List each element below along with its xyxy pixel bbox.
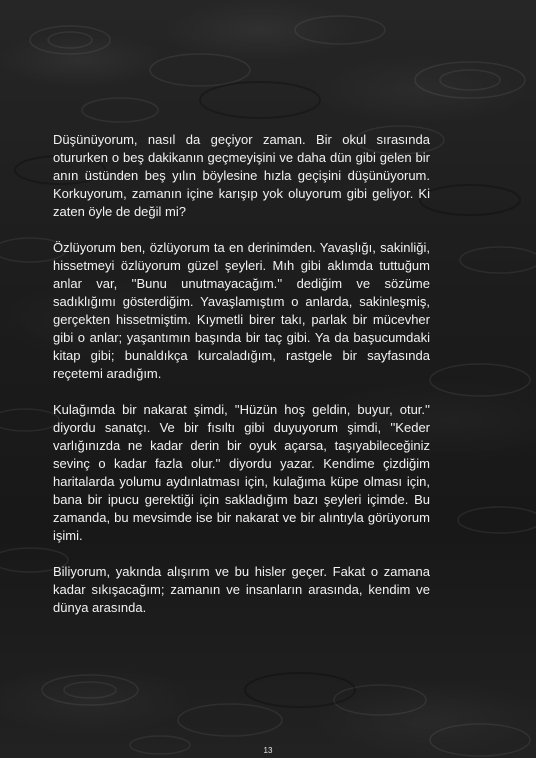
paragraph-1: Düşünüyorum, nasıl da geçiyor zaman. Bir okul sırasında otururken o beş dakikanın geçmeyişini ve daha dün gibi gelen bir anın üstünden beş yılın böylesine hızla geçişini düşünüyorum. Korkuyorum, zamanın içine karışıp yok oluyorum gibi geliyor. Ki zaten öyle de değil mi? <box>53 132 430 219</box>
page-number: 13 <box>263 746 273 755</box>
paragraph-3: Kulağımda bir nakarat şimdi, ''Hüzün hoş geldin, buyur, otur.'' diyordu sanatçı. Ve bir fısıltı gibi duyuyorum şimdi, ''Keder varlığınızda ne kadar derin bir oyuk açarsa, taşıyabileceğiniz sevinç o kadar fazla olur.'' diyordu yazar. Kendime çizdiğim haritalarda yolumu aydınlatması için, kulağıma küpe olması için, bana bir ipucu gerektiği için sakladığım bazı şeyleri içimde. Bu zamanda, bu mevsimde ise bir nakarat ve bir alıntıyla görüyorum işimi. <box>53 402 430 543</box>
paragraph-2: Özlüyorum ben, özlüyorum ta en derinimden. Yavaşlığı, sakinliği, hissetmeyi özlüyorum güzel şeyleri. Mıh gibi aklımda tuttuğum anlar var, ''Bunu unutmayacağım.'' dediğim ve sözüme sadıklığımı gösterdiğim. Yavaşlamıştım o anlarda, sakinleşmiş, gerçekten hissetmiştim. Kıymetli birer takı, parlak bir mücevher gibi o anlar; yaşantımın başında bir taç gibi. Ya da başucumdaki kitap gibi; bunaldıkça kurcaladığım, rastgele bir sayfasında reçetemi aradığım. <box>53 240 430 381</box>
paragraph-4: Biliyorum, yakında alışırım ve bu hisler geçer. Fakat o zamana kadar sıkışacağım; zamanın ve insanların arasında, kendim ve dünya arasında. <box>53 564 430 615</box>
body-text <box>53 131 430 617</box>
